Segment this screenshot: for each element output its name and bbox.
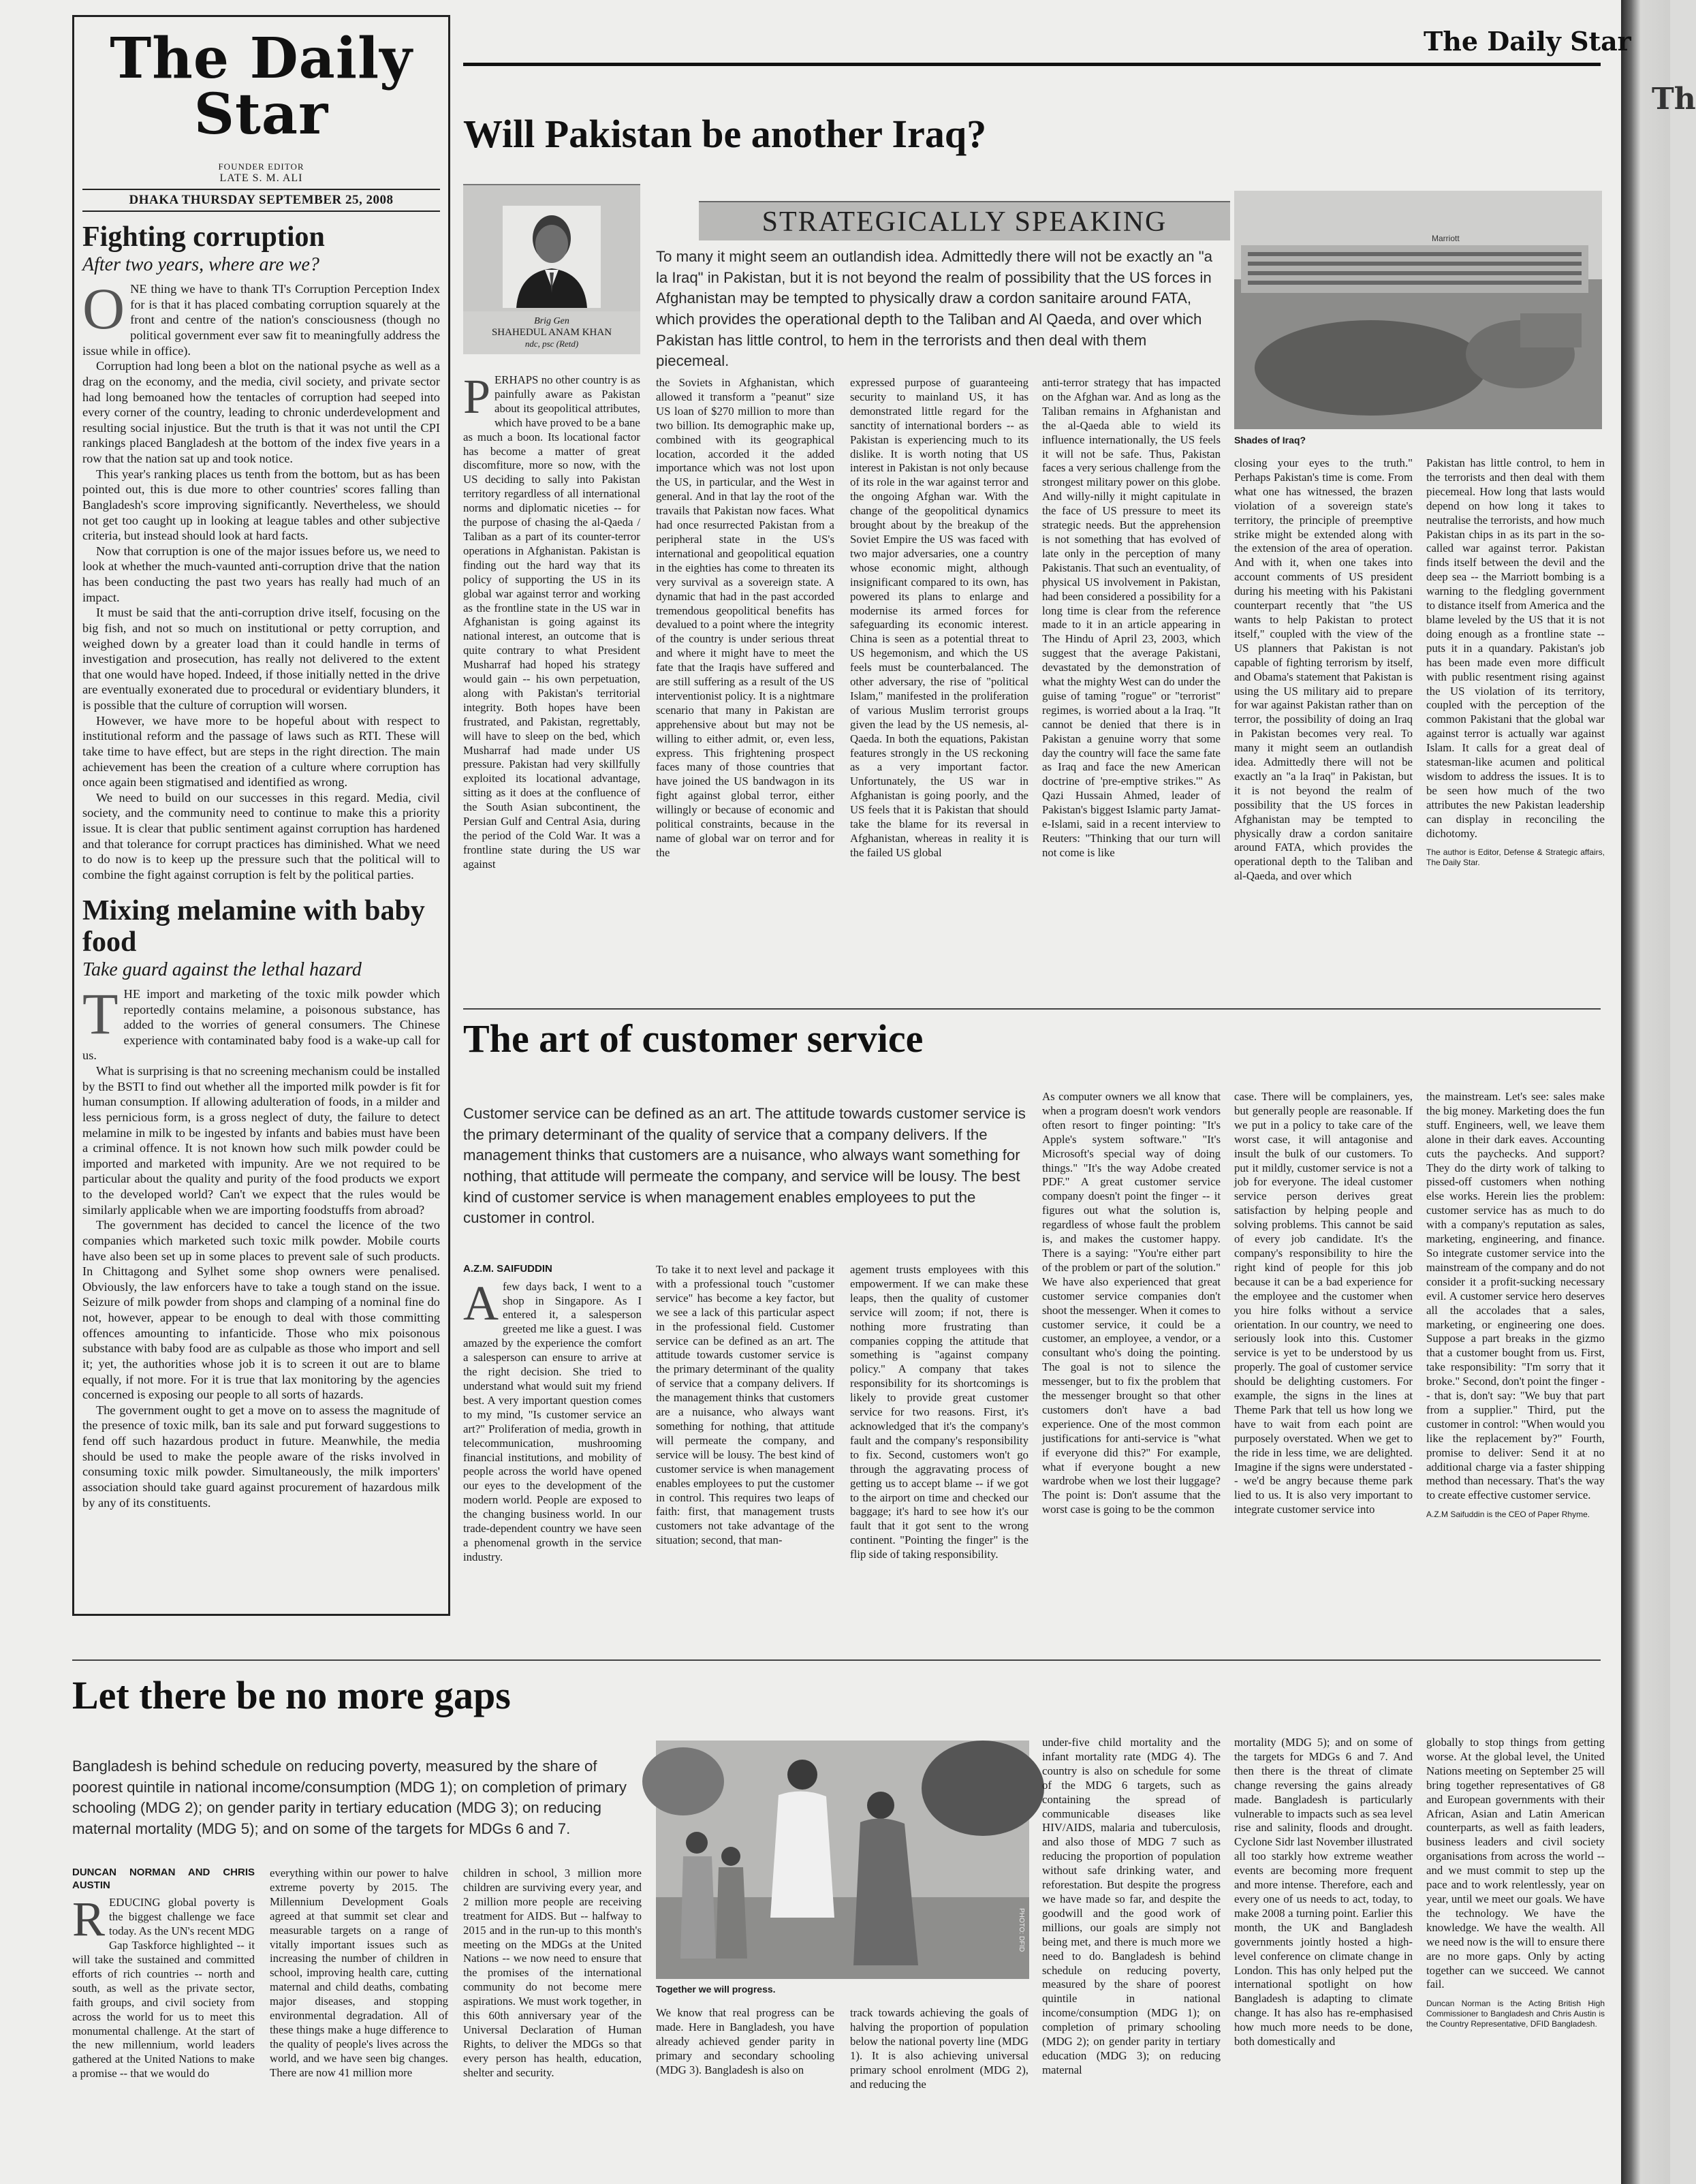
gaps-column-3b [656,2006,834,2153]
paragraph: the Soviets in Afghanistan, which allowed it transform a "peanut" size US loan of $270 million to more than two billion. Its demographic make up, combined with its geographical location, accorded it the added importance which was not lost upon the US, in particular, and the West in general. And in that lay the root of the travails that Pakistan now faces. What had once resurrected Pakistan from a peripheral state in the US's international and geopolitical equation in the eighties has come to threaten its very survival as a sovereign state. A dynamic that had in the past accorded tremendous geopolitical benefits has devalued to a point where the integrity of the country is under serious threat and where it might have to meet the fate that the Iraqis have suffered and are still suffering as a result of the US interventionist policy. It is a nightmare scenario that many in Pakistan are apprehensive about but may not be willing to either admit, or, even less, express. This frightening prospect faces many of those countries that have joined the US bandwagon in its fight against global terror, either willingly or because of economic and political constraints, because in the name of global war on terror and for the [656,376,834,859]
paragraph: EDUCING global poverty is the biggest challenge we face today. As the UN's recent MDG Gap Taskforce highlighted -- it will take the sustained and committed efforts of rich countries -- north and south, as well as the private sector, faith groups, and civil society from across the world for us to meet this monumental challenge. At the start of the new millennium, world leaders gathered at the United Nations to make a promise -- that we would do [72,1896,255,2080]
author-note: A.Z.M Saifuddin is the CEO of Paper Rhyme. [1426,1510,1590,1520]
paragraph: We need to build on our successes in this regard. Media, civil society, and the community need to continue to make this a priority issue. It is clear that public sentiment against corruption has hardened and that tolerance for corrupt practices has diminished. What we need to do now is to keep up the pressure such that the political will to combine the fight against corruption is felt by the political parties. [82,790,440,882]
paragraph: The government has decided to cancel the licence of the two companies which marketed such toxic milk powder. Mobile courts have also been set up in some places to prevent sale of such products. In Chittagong and Sylhet some shop owners were penalised. Obviously, the law enforcers have to take a tough stand on the issue. Seizure of milk powder from shops and clamping of a nominal fine do not, however, appear to be enough to deal with those committing offences amounting to infanticide. Those who mix poisonous substance with baby food are as culpable as those who import and sell it; yet, the authorities whose job it is to screen it out are to blame equally, if not more. For it is true that lax monitoring by the agencies concerned is exposing our people to all sorts of hazards. [82,1218,440,1402]
top-rule [463,63,1601,66]
gaps-photo-caption: Together we will progress. [656,1984,776,1995]
paragraph: NE thing we have to thank TI's Corruption Perception Index for is that it has placed combating corruption squarely at the front and centre of the nation's consciousness (though no political government ever saw fit to meaningfully address the issue while in office). [82,282,440,358]
gaps-column-6 [1426,1736,1605,2153]
paragraph: mortality (MDG 5); and on some of the targets for MDGs 6 and 7. And then there is the threat of climate change reversing the gains already made. Bangladesh is particularly vulnerable to impacts such as sea level rise and salinity, floods and drought. Cyclone Sidr last November illustrated all too starkly how extreme weather events are becoming more frequent and more intense. Therefore, each and every one of us needs to act, today, to make 2008 a turning point. Earlier this month, the UK and Bangladesh governments jointly hosted a high-level conference on climate change in London. This has only helped put the international spotlight on how Bangladesh is adapting to climate change. It has also has re-emphasised how much more needs to be done, both domestically and [1234,1736,1413,2048]
drop-cap: A [463,1275,499,1330]
paragraph: track towards achieving the goals of halving the proportion of population below the national poverty line (MDG 1). It is also achieving universal primary school enrolment (MDG 2), and reducing the [850,2006,1028,2091]
editorial-title-melamine: Mixing melamine with baby food [82,894,425,958]
dateline: DHAKA THURSDAY SEPTEMBER 25, 2008 [82,189,440,212]
section-rule [463,1008,1601,1010]
headline-pakistan: Will Pakistan be another Iraq? [463,112,987,156]
gaps-deck: Bangladesh is behind schedule on reducing poverty, measured by the share of poorest quintile in national income/consumption (MDG 1); on completion of primary schooling (MDG 2); on gender parity in tertiary education (MDG 3); on reducing maternal mortality (MDG 5); and on some of the targets for MDGs 6 and 7. [72,1758,627,1837]
pakistan-photo-caption: Shades of Iraq? [1234,435,1306,446]
pakistan-column-6 [1426,456,1605,993]
gaps-column-5 [1234,1736,1413,2153]
adjacent-page-edge [1621,0,1670,2184]
paragraph: under-five child mortality and the infant mortality rate (MDG 4). The country is also on schedule for some of the MDG 6 targets, such as containing the spread of communicable diseases like HIV/AIDS, malaria and tuberculosis, and also those of MDG 7 such as reducing the proportion of population without safe drinking water, and reforestation. But despite the progress we have made so far, and despite the goodwill and the good work of millions, our goals are simply not being met, and there is much more we need to do. Bangladesh is behind schedule on reducing poverty, measured by the share of poorest quintile in national income/consumption (MDG 1); on completion of primary schooling (MDG 2); on gender parity in tertiary education (MDG 3); on reducing maternal [1042,1736,1221,2076]
paragraph: Pakistan has little control, to hem in the terrorists and then deal with them piecemeal. How long that lasts would depend on how long it takes to neutralise the terrorists, and how much Pakistan chips in as its part in the so-called war against terror. Pakistan finds itself between the devil and the deep sea -- the Marriott bombing is a warning to the fledgling government to distance itself from America and the blame leveled by the US that it is not doing enough as a frontline state -- puts it in a quandary. Pakistan's job has been made even more difficult with public resentment rising against the US violation of its territory, coupled with the perception of the common Pakistani that the global war against terror is actually war against Islam. It calls for a great deal of statesman-like acumen and political wisdom to address the issues. It is to be seen how much of the two attributes the new Pakistan leadership can display in reconciling the dichotomy. [1426,456,1605,840]
gaps-column-1 [72,1867,255,2153]
marriott-photo [1234,191,1602,429]
founder-name: LATE S. M. ALI [219,172,303,184]
drop-cap: R [72,1892,106,1947]
author-note: Duncan Norman is the Acting British High Commissioner to Bangladesh and Chris Austin is the Country Representative, DFID Bangladesh. [1426,1999,1605,2029]
paragraph: This year's ranking places us tenth from the bottom, but as has been pointed out, this is due more to other countries' scores falling than Bangladesh's score improving significantly. Nevertheless, we should not get too caught up in looking at league tables and other subjective criteria, but instead should look at hard facts. [82,467,440,543]
paragraph: HE import and marketing of the toxic milk powder which reportedly contains melamine, a poisonous substance, has added to the worries of general consumers. The Chinese experience with contaminated baby food is a wake-up call for us. [82,986,440,1063]
customer-column-4 [1042,1090,1221,1644]
byline: DUNCAN NORMAN AND CHRIS AUSTIN [72,1867,255,1891]
gaps-column-2 [270,1867,448,2153]
pakistan-column-5 [1234,456,1413,993]
paragraph: However, we have more to be hopeful about with respect to institutional reform and the passage of laws such as RTI. These will take time to have effect, but are steps in the right direction. The main achievement has been the creation of a culture where corruption has once again been stigmatised and identified as wrong. [82,713,440,790]
dfid-photo [656,1741,1029,1979]
paragraph: It must be said that the anti-corruption drive itself, focusing on the big fish, and not so much on institutional or petty corruption, and weighed down by a greater load than it could handle in terms of investigation and prosecution, has really not delivered to the extent that one would have hoped. Indeed, if those initially netted in the drive are eventually exonerated due to procedural or evidentiary blunders, it is possible that the culture of corruption will worsen. [82,606,440,713]
customer-column-5 [1234,1090,1413,1644]
paragraph: What is surprising is that no screening mechanism could be installed by the BSTI to find out whether all the imported milk powder is fit for human consumption. If allowing adulteration of foods, in a milder and less pernicious form, is a gross neglect of duty, the failure to detect melamine in milk to be ingested by infants and babies must have been a criminal offence. It is not known how such milk powder could be imported and marketed with impunity. Are we not required to be particular about the quality and purity of the food products we export to the developed world? Can't we expect that the rules would be similarly applicable when we are importing foodstuffs from abroad? [82,1064,440,1217]
founder-label: FOUNDER EDITOR [218,161,304,172]
author-creds: ndc, psc (Retd) [524,339,579,349]
gaps-column-3 [463,1867,642,2153]
byline: A.Z.M. SAIFUDDIN [463,1263,552,1275]
portrait-figure-icon [463,185,640,311]
founder-line [82,161,440,185]
paragraph: the mainstream. Let's see: sales make the big money. Marketing does the fun stuff. Engineers, well, we leave them alone in their dark eaves. Accounting cuts the paychecks. And support? They do the dirty work of talking to pissed-off customers when nothing else works. Herein lies the problem: customer service has as much to do with a company's reputation as sales, marketing, engineering, and finance. So integrate customer service into the mainstream of the company and do not consider it a profit-sucking necessary evil. A customer service hero deserves all the accolades that a sales, marketing, or engineering one does. Suppose a part breaks in the gizmo that a customer bought from us. First, take responsibility: "I'm sorry that it broke." Second, don't point the finger -- that is, don't say: "We buy that part from a supplier." Third, put the customer in control: "When would you like the replacement by?" Fourth, promise to deliver: Send it at no additional charge via a faster shipping method than necessary. That's the way to create effective customer service. [1426,1090,1605,1502]
column-banner: STRATEGICALLY SPEAKING [699,201,1230,240]
paragraph: We know that real progress can be made. Here in Bangladesh, you have already achieved gender parity in primary and secondary schooling (MDG 3). Bangladesh is also on [656,2006,834,2076]
drop-cap: T [82,980,119,1046]
paragraph: everything within our power to halve extreme poverty by 2015. The Millennium Development Goals agreed at that summit set clear and measurable targets on a range of vitally important issues such as increasing the number of children in school, improving health care, cutting maternal and child deaths, combating major diseases, and stopping environmental degradation. All of these things make a huge difference to the quality of people's lives across the world, and we have seen big changes. There are now 41 million more [270,1867,448,2079]
paragraph: children in school, 3 million more children are surviving every year, and 2 million more people are receiving treatment for AIDS. But -- halfway to 2015 and in the run-up to this month's meeting on the MDGs at the United Nations -- we now need to ensure that the promises of the international community do not become mere aspirations. We must work together, in this 60th anniversary year of the Universal Declaration of Human Rights, to deliver the MDGs so that every person has health, education, shelter and security. [463,1867,642,2079]
author-portrait [463,184,640,354]
customer-column-1 [463,1263,642,1644]
pakistan-deck: To many it might seem an outlandish idea. Admittedly there will not be exactly an "a la Iraq" in Pakistan, but it is not beyond the realm of possibility that the US forces in Afghanistan may be tempted to physically draw a cordon sanitaire around FATA, which provides the operational depth to the Taliban and Al Qaeda, and over which Pakistan has little control, to hem in the terrorists and then deal with them piecemeal. [656,248,1212,370]
customer-column-6 [1426,1090,1605,1644]
paragraph: As computer owners we all know that when a program doesn't work vendors often resort to finger pointing: "It's Apple's system software." "It's Microsoft's special way of doing things." "It's the way Adobe created PDF." A great customer service company doesn't point the finger -- it figures out what the solution is, regardless of whose fault the problem is, and makes the customer happy. There is a saying: "You're either part of the problem or part of the solution." We have also experienced that great customer service companies don't shoot the messenger. When it comes to customer service, it could be a customer, an employee, a vendor, or a consultant who's doing the pointing. The goal is not to silence the messenger, but to fix the problem that the messenger brought so that other customers don't have a bad experience. One of the most common justifications for anti-service is "what if everyone did this?" For example, what if everyone bought a new wardrobe when we lost their luggage? The point is: Don't assume that the worst case is going to be the common [1042,1090,1221,1516]
author-name: SHAHEDUL ANAM KHAN [491,327,612,338]
paragraph: globally to stop things from getting worse. At the global level, the United Nations meeting on September 25 will bring together representatives of G8 and European governments with their African, Asian and Latin American counterparts, as well as faith leaders, business leaders and civil society organisations from across the world -- and we must commit to step up the pace and to work relentlessly, year on year, until we meet our goals. We have the technology. We have the knowledge. We have the wealth. All we need now is the will to ensure there are no more gaps. Only by acting together can we succeed. We cannot fail. [1426,1736,1605,1991]
masthead: The Daily Star [110,26,413,147]
paragraph: closing your eyes to the truth." Perhaps Pakistan's time is come. From what one has witnessed, the brazen violation of a sovereign state's territory, the principle of preemptive strike might be extended along with the extension of the area of operation. And with it, when one takes into account comments of US president during his meeting with his Pakistani counterpart recently that "the US wants to help Pakistan to protect itself," coupled with the view of the US planners that Pakistan is not capable of fighting terrorism by itself, and Obama's statement that Pakistan is using the US military aid to prepare for war against Pakistan rather than on terror, the possibility of doing an Iraq in Pakistan becomes very real. To many it might seem an outlandish idea. Admittedly there will not be exactly an "a la Iraq" in Pakistan, but it is not beyond the realm of possibility that the US forces in Afghanistan may be tempted to physically draw a cordon sanitaire around FATA, which provides the operational depth to the Taliban and al-Qaeda, and over which [1234,456,1413,883]
editorial-box [72,15,450,1616]
headline-gaps: Let there be no more gaps [72,1673,511,1717]
author-note: The author is Editor, Defense & Strategic affairs, The Daily Star. [1426,847,1605,868]
editorial-subtitle-melamine: Take guard against the lethal hazard [82,958,362,980]
customer-service-deck: Customer service can be defined as an art. The attitude towards customer service is the primary determinant of the quality of service that a company delivers. If the management thinks that customers are a nuisance, who always want something for nothing, that attitude will permeate the company, and service will be lousy. The best kind of customer service is when management enables employees to put the customer in control. [463,1105,1026,1227]
hotel-sign: Marriott [1432,234,1460,243]
pakistan-column-3 [850,376,1028,993]
paragraph: agement trusts employees with this empowerment. If we can make these leaps, then the quality of customer service will zoom; if not, there is nothing more frustrating than companies copping the attitude that something is "against company policy." A company that takes responsibility for its shortcomings is likely to provide great customer service for two reasons. First, it's acknowledged that it's the company's fault and the company's responsibility to fix. Second, customers won't go through the aggravating process of getting us to accept blame -- if we got to the airport on time and checked our baggage; it's hard to see how it's our fault that it got sent to the wrong continent. "Pointing the finger" is the flip side of taking responsibility. [850,1263,1028,1561]
villagers-image [656,1741,1029,1979]
paragraph: anti-terror strategy that has impacted on the Afghan war. And as long as the Taliban remains in Afghanistan and the al-Qaeda able to wield its influence internationally, the US feels it will not be safe. Thus, Pakistan faces a very serious challenge from the strongest military power on this globe. And willy-nilly it might capitulate in the face of US pressure to meet its strategic needs. But the apprehension is not something that has evolved of late only in the perception of many Pakistanis. That such an eventuality, of physical US involvement in Pakistan, had been considered a possibility for a long time is clear from the reference made to it in an article appearing in The Hindu of April 23, 2003, which suggest that the average Pakistani, devastated by the demonstration of what the mighty West can do under the guise of taming "rogue" or "terrorist" regimes, is worried about a la Iraq. "It cannot be denied that there is in Pakistan a genuine worry that some day the country will face the same fate as Iraq and face the new American doctrine of 'pre-emptive strikes.'" As Qazi Hussain Ahmed, leader of Pakistan's biggest Islamic party Jamat-e-Islami, said in a recent interview to Reuters: "Thinking that our turn will not come is like [1042,376,1221,859]
paragraph: case. There will be complainers, yes, but generally people are reasonable. If we put in a policy to take care of the worst case, it will antagonise and insult the bulk of our customers. To put it mildly, customer service is not a job for everyone. The ideal customer service person derives great satisfaction by helping people and solving problems. This cannot be said of every job candidate. It's the company's responsibility to hire the right kind of people for this job because it can be a bad experience for the employee and the customer when you hire folks without a service orientation. In our country, we need to seriously look into this. Customer service is yet to be understood by us properly. The goal of customer service should be delighting customers. For example, the signs in the lines at Theme Park that tell us how long we have to wait from each point are purposely overstated. When we get to the ride in less time, we are delighted. Imagine if the signs were understated -- we'd be angry because theme park lied to us. It is also very important to integrate customer service into [1234,1090,1413,1516]
customer-column-2 [656,1263,834,1644]
pakistan-column-4 [1042,376,1221,993]
paragraph: The government ought to get a move on to assess the magnitude of the presence of toxic milk, ban its sale and put forward suggestions to fend off such hazardous product in future. Meanwhile, the media should be used to make the people aware of the risks involved in consuming toxic milk powder. Simultaneously, the milk importers' association should take guard against procurement of hazardous milk by any of its constituents. [82,1403,440,1510]
author-rank: Brig Gen [534,316,569,326]
paragraph: Corruption had long been a blot on the national psyche as well as a drag on the economy, and the media, civil society, and private sector had long bemoaned how the tentacles of corruption had seeped into every corner of the country, leading to chronic underdevelopment and resulting social injustice. But the truth is that it was not until the CPI rankings placed Bangladesh at the bottom of the index five years in a row that the nation sat up and took notice. [82,359,440,466]
bombed-hotel-image [1234,191,1602,429]
pakistan-column-1 [463,369,640,993]
customer-column-3 [850,1263,1028,1644]
headline-customer-service: The art of customer service [463,1016,924,1061]
paragraph: To take it to next level and package it with a professional touch "customer service" has become a key factor, but we see a lack of this particular aspect in the professional field. Customer service can be defined as an art. The attitude towards customer service is the primary determinant of the quality of service that a company delivers. If the management thinks that customers are a nuisance, who always want something for nothing, that attitude will permeate the company, and service will be lousy. The best kind of customer service is when management enables employees to put the customer in control. This requires two leaps of faith: first, that management trusts customers not take advantage of the situation; second, that man- [656,1263,834,1547]
editorial-subtitle-corruption: After two years, where are we? [82,254,319,276]
gaps-column-4 [1042,1736,1221,2153]
masthead-right: The Daily Star [1424,26,1631,57]
editorial-body-corruption [82,276,440,882]
photo-credit: PHOTO: DFID [1018,1907,1025,1952]
paragraph: Now that corruption is one of the major issues before us, we need to look at whether the much-vaunted anti-corruption drive that the nation has been conducting the past two years has really had much of an impact. [82,544,440,604]
pakistan-column-2 [656,376,834,993]
drop-cap: P [463,369,491,424]
gaps-column-3c [850,2006,1028,2153]
editorial-title-corruption: Fighting corruption [82,221,325,253]
section-rule [72,1659,1601,1661]
paragraph: few days back, I went to a shop in Singapore. As I entered it, a salesperson greeted me like a guest. I was amazed by the experience the comfort a salesperson can ensure to arrive at the right decision. She tried to understand what would suit my friend best. A very important question comes to my mind, "Is customer service an art?" Proliferation of media, growth in telecommunication, mushrooming financial institutions, and mobility of people across the world have opened our eyes to the development of the modern world. People are exposed to the changing business world. In our trade-dependent country we have seen a phenomenal growth in the service industry. [463,1279,642,1563]
adjacent-page-fragment: Th [1652,82,1696,116]
drop-cap: O [82,276,125,342]
editorial-body-melamine [82,980,440,1510]
paragraph: expressed purpose of guaranteeing security to mainland US, it has demonstrated little regard for the sanctity of international borders -- as Pakistan is experiencing much to its dislike. It is worth noting that US interest in Pakistan is not only because of its role in the war against terror and the ongoing Afghan war. With the change of the geopolitical dynamics brought about by the breakup of the Soviet Empire the US was faced with two major adversaries, one a country whose economic might, although insignificant compared to its own, has powered its plans to enlarge and modernise its armed forces for safeguarding its economic interest. China is seen as a potential threat to US hegemonism, and which the US feels must be counterbalanced. The other adversary, the rise of "political Islam," manifested in the proliferation of various Muslim terrorist groups given the lead by the US nemesis, al-Qaeda. In both the equations, Pakistan features strongly in the US reckoning as a very important factor. Unfortunately, the US war in Afghanistan is going poorly, and the US feels that it is Pakistan that should take the blame for its reversal in Afghanistan, whereas in reality it is the failed US global [850,376,1028,859]
paragraph: ERHAPS no other country is as painfully aware as Pakistan about its geopolitical attributes, which have proved to be a bane as much a boon. Its locational factor has become a matter of great discomfiture, more so now, with the US deciding to sally into Pakistan territory regardless of all international norms and diplomatic niceties -- for the purpose of chasing the al-Qaeda / Taliban as a part of its counter-terror operations in Afghanistan. Pakistan is finding out the hard way that its policy of supporting the US in its global war against terror and working as the frontline state in the US war in Afghanistan is going against its national interest, an outcome that is quite contrary to what President Musharraf had hoped his strategy would gain -- his own perpetuation, along with Pakistan's territorial integrity. Both hopes have been frustrated, and Pakistan, regrettably, will have to sleep on the bed, which Musharraf had made under US pressure. Pakistan had very skillfully exploited its locational advantage, sitting as it does at the confluence of the South Asian subcontinent, the Persian Gulf and Central Asia, during the period of the Cold War. It was a frontline state during the US war against [463,373,640,871]
